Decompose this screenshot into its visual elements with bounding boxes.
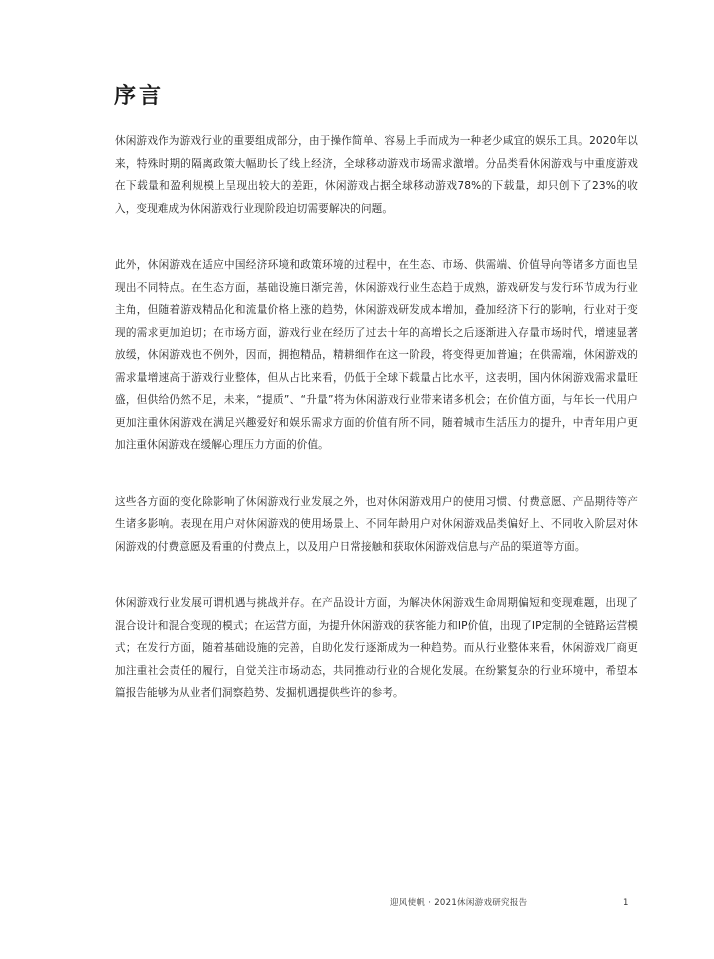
document-body	[115, 130, 638, 739]
page-title: 序言	[114, 84, 165, 109]
paragraph-3: 这些各方面的变化除影响了休闲游戏行业发展之外，也对休闲游戏用户的使用习惯、付费意愿、产品期待等产生诸多影响。表现在用户对休闲游戏的使用场景上、不同年龄用户对休闲游戏品类偏好上、不同收入阶层对休闲游戏的付费意愿及看重的付费点上，以及用户日常接触和获取休闲游戏信息与产品的渠道等方面。	[115, 495, 638, 553]
footer-report-title: 迎风使帆 · 2021休闲游戏研究报告	[390, 898, 528, 908]
paragraph-4: 休闲游戏行业发展可谓机遇与挑战并存。在产品设计方面，为解决休闲游戏生命周期偏短和变现难题，出现了混合设计和混合变现的模式；在运营方面，为提升休闲游戏的获客能力和IP价值，出现了IP定制的全链路运营模式；在发行方面，随着基础设施的完善，自助化发行逐渐成为一种趋势。而从行业整体来看，休闲游戏厂商更加注重社会责任的履行，自觉关注市场动态，共同推动行业的合规化发展。在纷繁复杂的行业环境中，希望本篇报告能够为从业者们洞察趋势、发掘机遇提供些许的参考。	[115, 597, 638, 699]
page-number: 1	[623, 898, 629, 908]
paragraph-2: 此外，休闲游戏在适应中国经济环境和政策环境的过程中，在生态、市场、供需端、价值导向等诸多方面也呈现出不同特点。在生态方面，基础设施日渐完善，休闲游戏行业生态趋于成熟，游戏研发与发行环节成为行业主角，但随着游戏精品化和流量价格上涨的趋势，休闲游戏研发成本增加，叠加经济下行的影响，行业对于变现的需求更加迫切；在市场方面，游戏行业在经历了过去十年的高增长之后逐渐进入存量市场时代，增速显著放缓，休闲游戏也不例外，因而，拥抱精品，精耕细作在这一阶段，将变得更加普遍；在供需端，休闲游戏的需求量增速高于游戏行业整体，但从占比来看，仍低于全球下载量占比水平，这表明，国内休闲游戏需求量旺盛，但供给仍然不足，未来，“提质”、“升量”将为休闲游戏行业带来诸多机会；在价值方面，与年长一代用户更加注重休闲游戏在满足兴趣爱好和娱乐需求方面的价值有所不同，随着城市生活压力的提升，中青年用户更加注重休闲游戏在缓解心理压力方面的价值。	[115, 259, 638, 451]
paragraph-1: 休闲游戏作为游戏行业的重要组成部分，由于操作简单、容易上手而成为一种老少咸宜的娱乐工具。2020年以来，特殊时期的隔离政策大幅助长了线上经济，全球移动游戏市场需求激增。分品类看休闲游戏与中重度游戏在下载量和盈利规模上呈现出较大的差距，休闲游戏占据全球移动游戏78%的下载量，却只创下了23%的收入，变现难成为休闲游戏行业现阶段迫切需要解决的问题。	[115, 135, 638, 215]
